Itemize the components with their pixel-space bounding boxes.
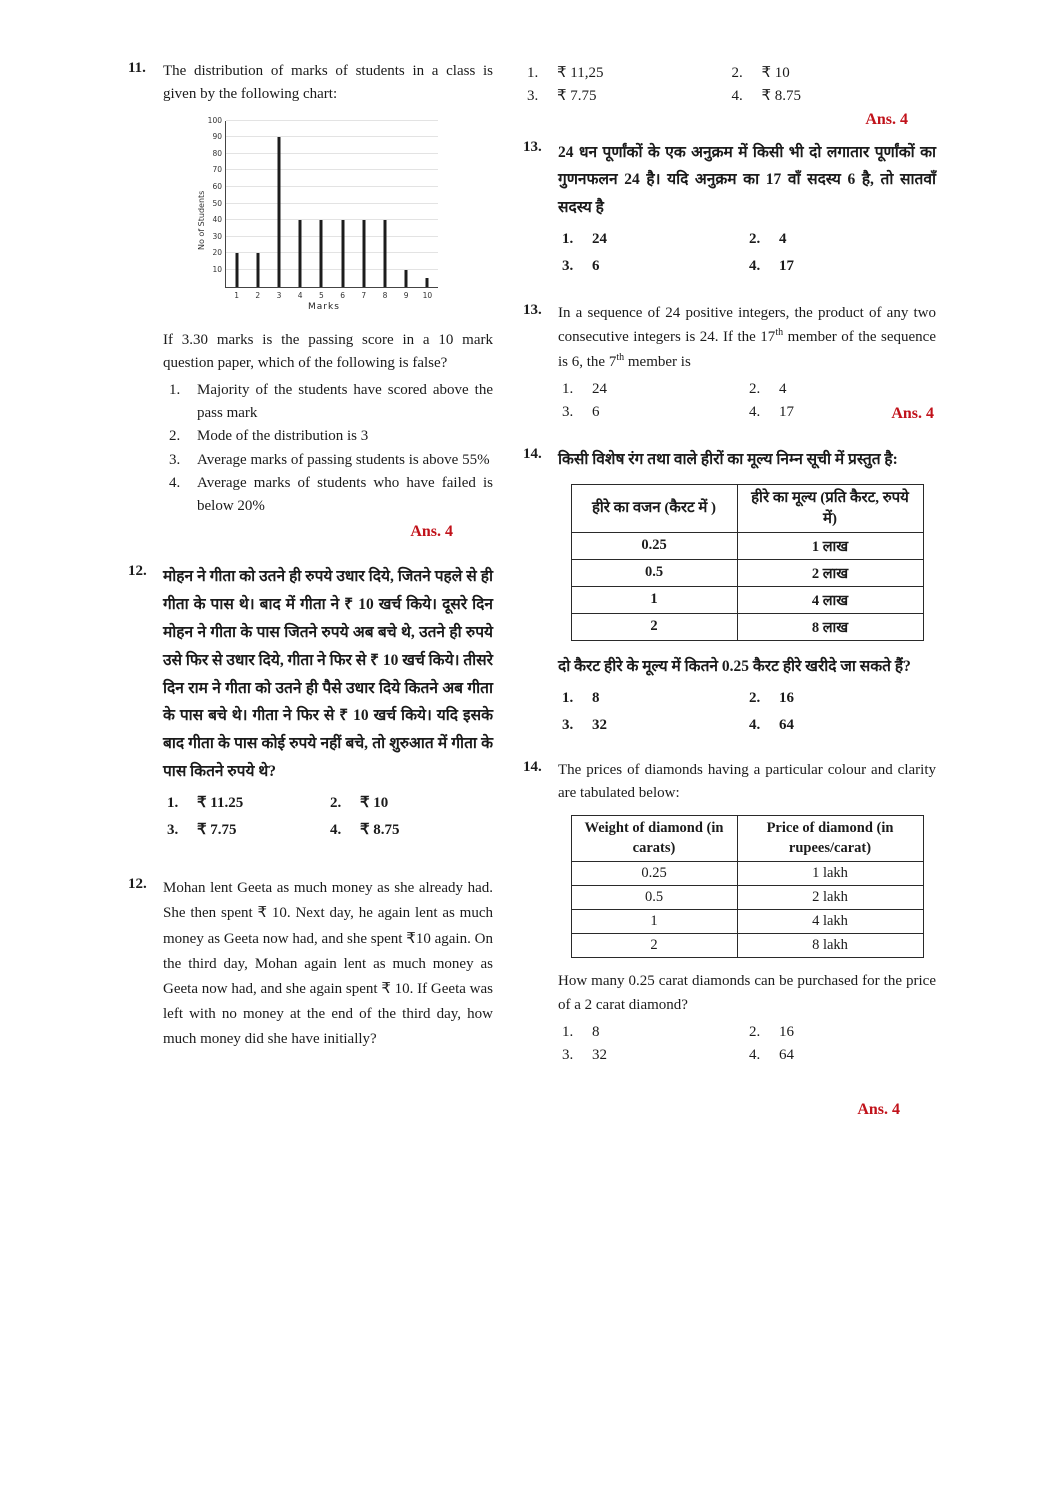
price-cell: 2 लाख [737, 559, 923, 586]
question-number: 12. [128, 876, 147, 893]
body-text: In a sequence of 24 positive integers, the product of any two consecutive integers is 24. If the 17 [558, 305, 936, 346]
chart-bar [256, 253, 259, 286]
option-text: 6 [592, 404, 600, 421]
option-2 [330, 790, 493, 817]
chart-gridline [226, 136, 438, 137]
option-number: 2. [749, 1023, 761, 1040]
option-text: 32 [592, 1047, 607, 1064]
answer-label: Ans. 4 [410, 523, 453, 540]
option-number: 4. [330, 822, 342, 839]
option-text: 16 [779, 1023, 794, 1040]
chart-y-tick-label: 30 [212, 231, 222, 241]
question-body [558, 759, 936, 1120]
option-3 [562, 253, 749, 280]
chart-bar [405, 270, 408, 287]
option-number: 1. [527, 65, 539, 81]
option-4 [749, 1044, 936, 1067]
option-text: Average marks of students who have failed is below 20% [197, 475, 493, 514]
option-number: 1. [562, 231, 574, 248]
question-number: 14. [523, 758, 542, 775]
question-12-hindi [128, 563, 493, 846]
option-number: 1. [169, 382, 181, 398]
question-text: मोहन ने गीता को उतने ही रुपये उधार दिये, जितने पहले से ही गीता के पास थे। बाद में गीता ने ₹ 10 खर्च किये। दूसरे दिन मोहन ने गीता के पास जितने रुपये अब बचे थे, उतने ही रुपये उसे फिर से उधार दिये, गीता ने फिर से ₹ 10 खर्च किये। तीसरे दिन राम ने गीता को उतने ही पैसे उधार दिये कितने अब गीता के पास बचे थे। गीता ने फिर से ₹ 10 खर्च किये। यदि इसके बाद गीता के पास कोई रुपये नहीं बचे, तो शुरुआत में गीता के पास कितने रुपये थे? [163, 568, 493, 781]
option-number: 1. [562, 380, 574, 397]
option-3 [562, 1044, 749, 1067]
option-number: 1. [562, 689, 574, 706]
left-column [128, 60, 493, 1056]
chart-x-tick-label: 7 [361, 290, 367, 300]
option-number: 2. [749, 380, 761, 397]
question-body [558, 139, 936, 283]
option-text: 17 [779, 258, 794, 275]
question-text: 24 धन पूर्णांकों के एक अनुक्रम में किसी भी दो लगातार पूर्णांकों का गुणनफलन 24 है। यदि अनुक्रम का 17 वाँ सदस्य 6 है, तो सातवाँ सदस्य है [558, 143, 936, 217]
option-4 [749, 712, 936, 739]
chart-gridline [226, 203, 438, 204]
question-intro: The distribution of marks of students in a class is given by the following chart: [163, 63, 493, 103]
table-header-weight: Weight of diamond (in carats) [571, 816, 737, 862]
question-body [558, 446, 936, 740]
option-text: 6 [592, 258, 600, 275]
option-number: 2. [731, 65, 743, 81]
chart-bar [426, 278, 429, 286]
options-grid [558, 685, 936, 739]
table-header-price: हीरे का मूल्य (प्रति कैरट, रुपये में) [737, 485, 923, 533]
option-number: 3. [562, 258, 574, 275]
table-row [571, 532, 923, 559]
option-4 [163, 472, 493, 517]
chart-x-axis-label: Marks [308, 301, 340, 312]
question-body [163, 876, 493, 1056]
option-text: ₹ 8.75 [761, 88, 802, 105]
weight-cell: 1 [571, 910, 737, 934]
option-text: 64 [779, 1047, 794, 1064]
chart-y-tick-label: 10 [212, 264, 222, 274]
option-text: 24 [592, 231, 607, 248]
option-3 [167, 817, 330, 844]
option-text: ₹ 7.75 [197, 822, 237, 839]
table-header-row [571, 816, 923, 862]
question-11 [128, 60, 493, 541]
table-row [571, 862, 923, 886]
question-13-english [523, 302, 936, 426]
chart-y-tick-label: 60 [212, 181, 222, 191]
option-number: 2. [749, 231, 761, 248]
option-text: 24 [592, 380, 607, 397]
options-list [163, 379, 493, 517]
chart-x-tick-label: 2 [255, 290, 261, 300]
option-text: ₹ 11.25 [197, 795, 244, 812]
chart-gridline [226, 219, 438, 220]
right-column [523, 60, 936, 1119]
table-row [571, 886, 923, 910]
option-4 [749, 253, 936, 280]
option-number: 4. [749, 258, 761, 275]
chart-gridline [226, 169, 438, 170]
chart-bar [320, 220, 323, 286]
chart-x-tick-label: 5 [319, 290, 324, 300]
chart-bar [384, 220, 387, 286]
question-12-options-continued [523, 62, 936, 129]
chart-gridline [226, 120, 438, 121]
option-text: ₹ 7.75 [557, 88, 597, 105]
question-intro: The prices of diamonds having a particular colour and clarity are tabulated below: [558, 761, 936, 801]
option-4 [732, 85, 937, 108]
option-2 [749, 378, 936, 401]
option-2 [163, 425, 493, 448]
body-text: member is [624, 353, 691, 370]
question-text [558, 302, 936, 374]
chart-y-tick-label: 20 [212, 248, 222, 258]
option-2 [732, 62, 937, 85]
weight-cell: 2 [571, 934, 737, 958]
option-text: 32 [592, 716, 607, 733]
chart-bar [299, 220, 302, 286]
question-number: 13. [523, 302, 542, 319]
options-grid [523, 62, 936, 109]
question-13-hindi [523, 139, 936, 283]
option-3 [527, 85, 732, 108]
chart-bar [235, 253, 238, 286]
question-12-english [128, 876, 493, 1056]
body-text: member of the sequence is 6, the 7 [558, 329, 936, 370]
chart-y-tick-label: 80 [212, 148, 222, 158]
option-3 [163, 449, 493, 472]
question-post: दो कैरट हीरे के मूल्य में कितने 0.25 कैरट हीरे खरीदे जा सकते हैं? [558, 657, 911, 675]
option-number: 1. [167, 795, 179, 812]
option-text: ₹ 8.75 [360, 822, 400, 839]
option-1 [562, 226, 749, 253]
chart-gridline [226, 186, 438, 187]
table-row [571, 934, 923, 958]
weight-cell: 0.25 [571, 532, 737, 559]
option-text: Majority of the students have scored above the pass mark [197, 382, 493, 421]
option-text: Mode of the distribution is 3 [197, 428, 369, 444]
marks-bar-chart [183, 115, 455, 317]
options-grid [558, 378, 936, 425]
option-text: 17 [779, 404, 794, 421]
question-body [163, 60, 493, 541]
price-cell: 4 lakh [737, 910, 923, 934]
chart-x-tick-label: 3 [276, 290, 282, 300]
chart-y-tick-label: 50 [212, 198, 222, 208]
weight-cell: 0.5 [571, 559, 737, 586]
table-header-weight: हीरे का वजन (कैरट में ) [571, 485, 737, 533]
option-text: ₹ 10 [761, 65, 790, 81]
question-body [163, 563, 493, 846]
ordinal-superscript: th [616, 351, 625, 363]
chart-x-tick-label: 1 [234, 290, 239, 300]
table-header-row [571, 485, 923, 533]
option-text: Average marks of passing students is above 55% [197, 451, 490, 468]
option-2 [749, 1021, 936, 1044]
option-number: 3. [562, 1047, 574, 1064]
table-row [571, 910, 923, 934]
price-cell: 1 लाख [737, 532, 923, 559]
option-number: 4. [731, 88, 743, 105]
option-text: 8 [592, 1023, 600, 1040]
option-number: 3. [527, 88, 539, 105]
chart-y-tick-label: 70 [212, 165, 222, 175]
chart-x-tick-label: 6 [340, 290, 345, 300]
chart-gridline [226, 236, 438, 237]
option-text: ₹ 10 [360, 795, 389, 812]
option-number: 1. [562, 1023, 574, 1040]
options-grid [558, 1021, 936, 1068]
table-row [571, 613, 923, 640]
price-cell: 8 लाख [737, 613, 923, 640]
option-text: ₹ 11,25 [557, 65, 604, 81]
answer-label: Ans. 4 [865, 110, 908, 128]
weight-cell: 2 [571, 613, 737, 640]
option-number: 4. [169, 475, 181, 491]
chart-x-tick-label: 8 [382, 290, 388, 300]
option-number: 4. [749, 1047, 761, 1064]
question-number: 11. [128, 60, 146, 76]
option-1 [562, 685, 749, 712]
option-number: 2. [749, 689, 761, 706]
option-number: 3. [562, 716, 574, 733]
option-1 [562, 1021, 749, 1044]
option-1 [167, 790, 330, 817]
question-post: How many 0.25 carat diamonds can be purchased for the price of a 2 carat diamond? [558, 973, 936, 1013]
diamond-price-table-english [571, 815, 924, 958]
weight-cell: 0.5 [571, 886, 737, 910]
weight-cell: 0.25 [571, 862, 737, 886]
option-text: 16 [779, 689, 794, 706]
option-2 [749, 685, 936, 712]
option-number: 4. [749, 404, 761, 421]
answer-label: Ans. 4 [857, 1101, 900, 1119]
option-text: 8 [592, 689, 600, 706]
question-number: 13. [523, 138, 542, 155]
question-body [558, 302, 936, 426]
option-number: 3. [167, 822, 179, 839]
options-grid [558, 226, 936, 280]
option-text: 64 [779, 716, 794, 733]
chart-bar [341, 220, 344, 286]
option-2 [749, 226, 936, 253]
option-4 [330, 817, 493, 844]
chart-bar [278, 137, 281, 286]
table-header-price: Price of diamond (in rupees/carat) [737, 816, 923, 862]
option-3 [562, 401, 749, 424]
table-row [571, 586, 923, 613]
question-passage: If 3.30 marks is the passing score in a 10 mark question paper, which of the following is false? [163, 331, 493, 371]
question-number: 12. [128, 563, 147, 579]
price-cell: 8 lakh [737, 934, 923, 958]
option-1 [527, 62, 732, 85]
marks-chart-plot [207, 115, 438, 300]
chart-gridline [226, 153, 438, 154]
option-number: 2. [169, 428, 181, 444]
price-cell: 4 लाख [737, 586, 923, 613]
question-14-english [523, 759, 936, 1120]
chart-y-axis-label: No of Students [197, 190, 206, 250]
question-intro: किसी विशेष रंग तथा वाले हीरों का मूल्य निम्न सूची में प्रस्तुत है: [558, 451, 898, 469]
chart-y-tick-label: 90 [212, 132, 222, 142]
ordinal-superscript: th [775, 327, 784, 339]
answer-label: Ans. 4 [891, 405, 934, 423]
option-number: 3. [562, 404, 574, 421]
option-1 [562, 378, 749, 401]
question-text: Mohan lent Geeta as much money as she already had. She then spent ₹ 10. Next day, he again lent as much money as Geeta now had, and she spent ₹10 again. On the third day, Mohan again lent as much money as Geeta now had, and she again spent ₹ 10. If Geeta was left with no money at the end of the third day, how much money did she have initially? [163, 880, 493, 1048]
option-text: 4 [779, 231, 787, 248]
chart-x-tick-label: 9 [403, 290, 409, 300]
option-3 [562, 712, 749, 739]
chart-x-tick-label: 10 [422, 290, 433, 300]
diamond-price-table-hindi [571, 484, 924, 641]
weight-cell: 1 [571, 586, 737, 613]
option-1 [163, 379, 493, 424]
chart-y-tick-label: 100 [207, 115, 222, 125]
question-number: 14. [523, 446, 542, 463]
question-14-hindi [523, 446, 936, 740]
chart-bar [362, 220, 365, 286]
chart-y-tick-label: 40 [212, 215, 222, 225]
options-grid [163, 790, 493, 844]
option-number: 3. [169, 451, 181, 468]
chart-x-tick-label: 4 [297, 290, 303, 300]
option-number: 4. [749, 716, 761, 733]
options-wrap [558, 378, 936, 425]
price-cell: 2 lakh [737, 886, 923, 910]
table-row [571, 559, 923, 586]
option-number: 2. [330, 795, 342, 812]
option-text: 4 [779, 380, 787, 397]
price-cell: 1 lakh [737, 862, 923, 886]
